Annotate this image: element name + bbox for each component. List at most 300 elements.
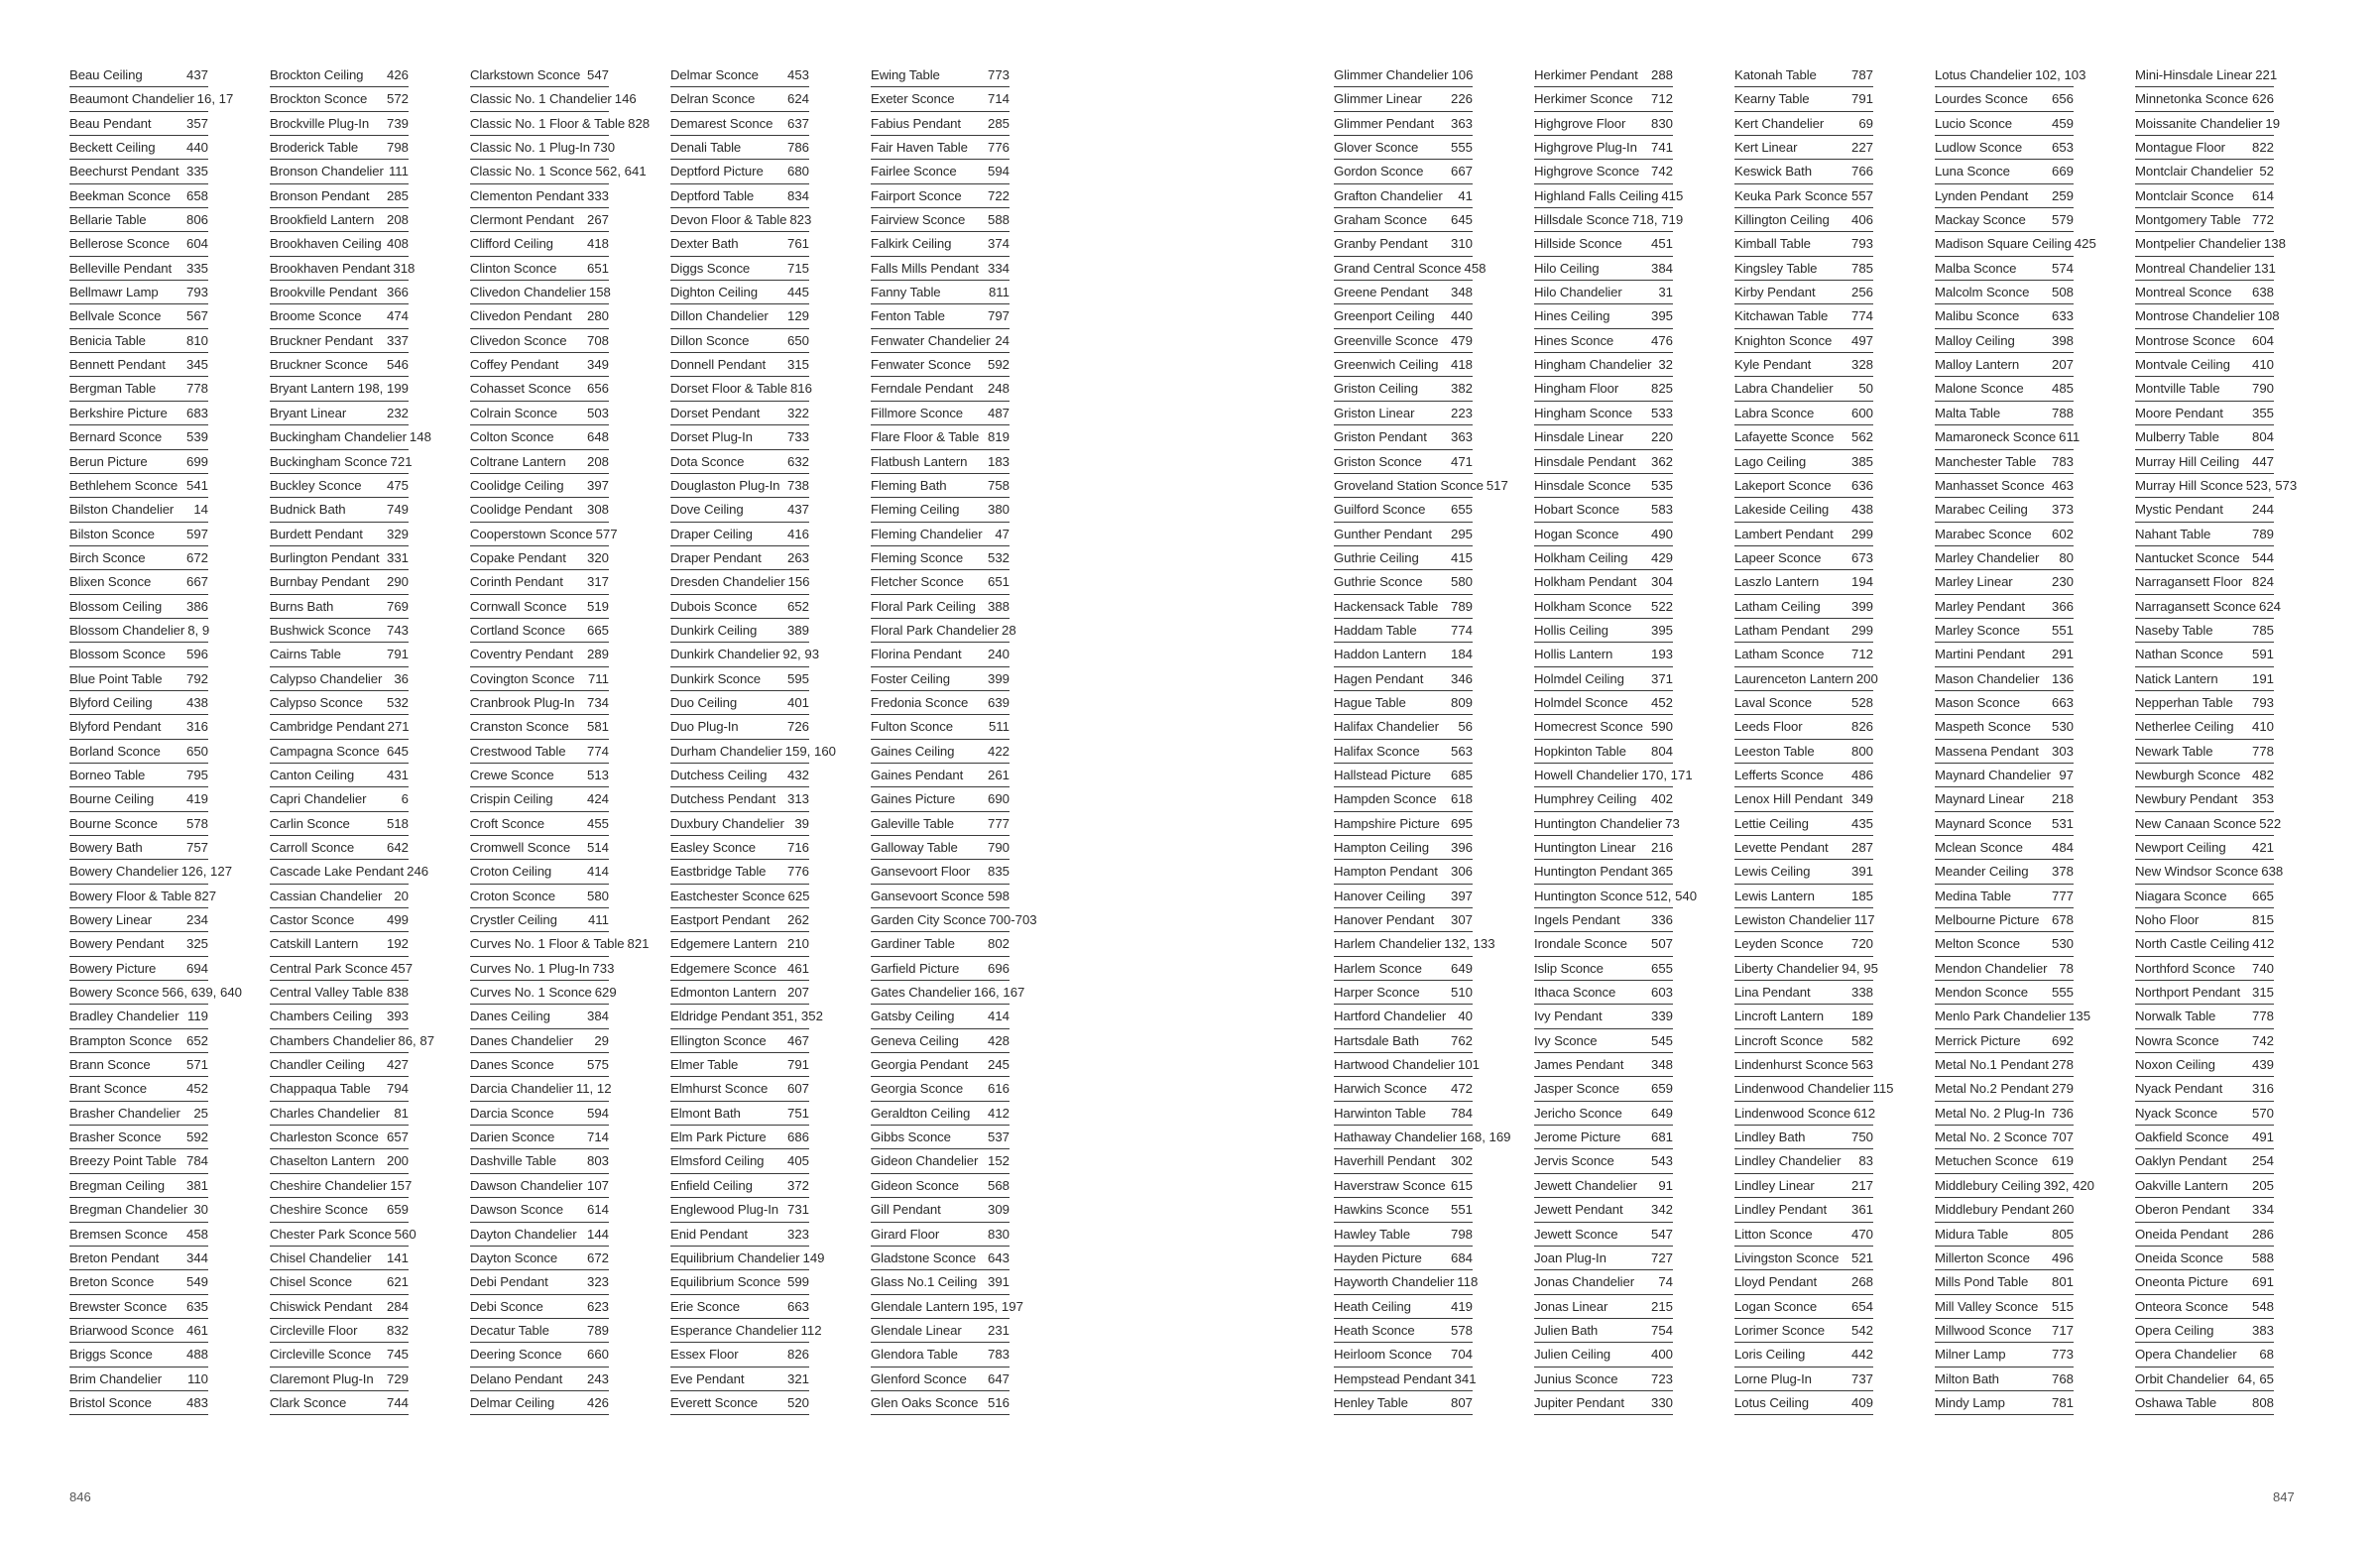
product-name: Birch Sconce xyxy=(69,549,146,565)
page-reference: 652 xyxy=(185,1032,208,1048)
product-name: Guthrie Sconce xyxy=(1334,574,1423,590)
product-name: Bergman Table xyxy=(69,381,157,397)
page-reference: 303 xyxy=(2051,743,2074,759)
product-name: Hampton Ceiling xyxy=(1334,840,1429,855)
page-reference: 750 xyxy=(1850,1130,1873,1145)
index-entry xyxy=(1334,257,1487,281)
page-reference: 29 xyxy=(594,1032,609,1048)
page-reference: 827 xyxy=(194,888,217,903)
product-name: Junius Sconce xyxy=(1534,1370,1618,1386)
index-entry xyxy=(69,1126,208,1149)
index-entry xyxy=(2135,1319,2274,1343)
index-entry xyxy=(2135,402,2274,425)
index-entry xyxy=(1935,932,2074,956)
index-entry xyxy=(69,932,208,956)
index-entry xyxy=(1935,281,2074,304)
product-name: Montreal Chandelier xyxy=(2135,260,2251,276)
page-reference: 426 xyxy=(586,1394,609,1410)
product-name: Griston Ceiling xyxy=(1334,381,1418,397)
index-entry xyxy=(1534,740,1673,764)
product-name: Hilo Ceiling xyxy=(1534,260,1600,276)
index-entry xyxy=(69,957,208,981)
page-reference: 337 xyxy=(386,332,409,348)
product-name: Holkham Ceiling xyxy=(1534,549,1628,565)
page-reference: 826 xyxy=(1850,719,1873,735)
product-name: Fleming Chandelier xyxy=(871,526,983,541)
page-reference: 804 xyxy=(2251,429,2274,445)
index-entry xyxy=(1334,1198,1473,1222)
index-entry xyxy=(2135,1247,2274,1270)
page-reference: 148 xyxy=(409,429,431,445)
product-name: Huntington Linear xyxy=(1534,840,1636,855)
index-entry xyxy=(2135,184,2274,208)
product-name: Demarest Sconce xyxy=(670,115,774,131)
index-entry xyxy=(470,595,609,619)
page-reference: 663 xyxy=(786,1298,809,1314)
page-reference: 227 xyxy=(1850,140,1873,156)
page-reference: 166, 167 xyxy=(974,985,1025,1001)
product-name: Lambert Pendant xyxy=(1734,526,1834,541)
index-entry xyxy=(871,63,1010,87)
page-reference: 798 xyxy=(1450,1226,1473,1242)
product-name: Carroll Sconce xyxy=(270,840,355,855)
index-entry xyxy=(871,1319,1010,1343)
page-reference: 792 xyxy=(185,670,208,686)
page-reference: 600 xyxy=(1850,405,1873,420)
product-name: Maynard Sconce xyxy=(1935,815,2032,831)
product-name: Leeston Table xyxy=(1734,743,1815,759)
product-name: Ewing Table xyxy=(871,67,940,82)
index-entry xyxy=(69,1198,208,1222)
page-reference: 654 xyxy=(1850,1298,1873,1314)
product-name: Dunkirk Chandelier xyxy=(670,647,780,662)
index-entry xyxy=(1334,812,1473,836)
page-reference: 91 xyxy=(1658,1177,1673,1193)
product-name: Eastport Pendant xyxy=(670,912,771,928)
page-reference: 619 xyxy=(2051,1153,2074,1169)
product-name: Flatbush Lantern xyxy=(871,453,968,469)
index-entry xyxy=(69,860,233,884)
page-reference: 794 xyxy=(386,1081,409,1097)
page-reference: 694 xyxy=(185,960,208,976)
product-name: Dillon Sconce xyxy=(670,332,750,348)
page-reference: 801 xyxy=(2051,1274,2074,1290)
page-reference: 232 xyxy=(386,405,409,420)
product-name: Jewett Pendant xyxy=(1534,1202,1623,1218)
product-name: Labra Chandelier xyxy=(1734,381,1834,397)
page-reference: 168, 169 xyxy=(1460,1130,1511,1145)
index-entry xyxy=(2135,1126,2274,1149)
index-entry xyxy=(1534,1319,1673,1343)
page-reference: 421 xyxy=(2251,840,2274,855)
index-entry xyxy=(1935,523,2074,546)
index-entry xyxy=(2135,570,2274,594)
index-entry xyxy=(1534,836,1673,860)
index-entry xyxy=(1334,764,1473,787)
page-reference: 226 xyxy=(1450,91,1473,107)
product-name: Glass No.1 Ceiling xyxy=(871,1274,978,1290)
page-reference: 788 xyxy=(2051,405,2074,420)
page-reference: 217 xyxy=(1850,1177,1873,1193)
index-entry xyxy=(1734,691,1873,715)
page-reference: 537 xyxy=(987,1130,1010,1145)
product-name: Grand Central Sconce xyxy=(1334,260,1462,276)
index-entry xyxy=(871,643,1010,666)
page-reference: 548 xyxy=(2251,1298,2274,1314)
product-name: Chisel Sconce xyxy=(270,1274,352,1290)
index-entry xyxy=(470,450,609,474)
page-reference: 691 xyxy=(2251,1274,2274,1290)
index-entry xyxy=(270,957,414,981)
index-entry xyxy=(1734,1343,1873,1367)
product-name: Beechurst Pendant xyxy=(69,164,179,179)
page-reference: 32 xyxy=(1658,357,1673,373)
page-reference: 102, 103 xyxy=(2035,67,2086,82)
left-page xyxy=(69,63,1061,1482)
product-name: Cohasset Sconce xyxy=(470,381,571,397)
product-name: Hollis Lantern xyxy=(1534,647,1613,662)
index-entry xyxy=(2135,1174,2274,1198)
page-reference: 308 xyxy=(586,502,609,518)
product-name: Oberon Pendant xyxy=(2135,1202,2230,1218)
product-name: Gates Chandelier xyxy=(871,985,972,1001)
product-name: Hawley Table xyxy=(1334,1226,1410,1242)
product-name: Brampton Sconce xyxy=(69,1032,173,1048)
page-reference: 474 xyxy=(386,308,409,324)
index-entry xyxy=(1734,87,1873,111)
product-name: Nepperhan Table xyxy=(2135,694,2233,710)
index-entry xyxy=(1935,1319,2074,1343)
page-reference: 783 xyxy=(2051,453,2074,469)
product-name: Narragansett Floor xyxy=(2135,574,2243,590)
page-reference: 149 xyxy=(802,1249,825,1265)
product-name: Fabius Pendant xyxy=(871,115,961,131)
product-name: Briarwood Sconce xyxy=(69,1322,175,1338)
page-reference: 650 xyxy=(185,743,208,759)
product-name: Griston Sconce xyxy=(1334,453,1422,469)
product-name: Lotus Ceiling xyxy=(1734,1394,1809,1410)
index-entry xyxy=(470,1343,609,1367)
product-name: Central Valley Table xyxy=(270,985,384,1001)
page-reference: 445 xyxy=(786,285,809,300)
product-name: Howell Chandelier xyxy=(1534,767,1639,782)
product-name: Calypso Chandelier xyxy=(270,670,383,686)
product-name: Glendale Linear xyxy=(871,1322,962,1338)
product-name: Breton Sconce xyxy=(69,1274,155,1290)
index-entry xyxy=(2135,450,2274,474)
page-reference: 302 xyxy=(1450,1153,1473,1169)
product-name: Manchester Table xyxy=(1935,453,2037,469)
product-name: Maspeth Sconce xyxy=(1935,719,2031,735)
index-entry xyxy=(1935,498,2074,522)
index-entry xyxy=(69,812,208,836)
index-entry xyxy=(670,667,809,691)
page-reference: 475 xyxy=(386,477,409,493)
product-name: Delmar Sconce xyxy=(670,67,759,82)
page-reference: 769 xyxy=(386,598,409,614)
page-reference: 363 xyxy=(1450,115,1473,131)
product-name: Mamaroneck Sconce xyxy=(1935,429,2057,445)
index-entry xyxy=(1734,715,1873,739)
product-name: Montrose Sconce xyxy=(2135,332,2236,348)
product-name: Burlington Pendant xyxy=(270,549,380,565)
index-entry xyxy=(1534,1247,1673,1270)
index-entry xyxy=(2135,353,2274,377)
page-reference: 230 xyxy=(2051,574,2074,590)
index-entry xyxy=(2135,908,2274,932)
product-name: Opera Chandelier xyxy=(2135,1347,2237,1363)
page-reference: 607 xyxy=(786,1081,809,1097)
product-name: Hackensack Table xyxy=(1334,598,1439,614)
index-entry xyxy=(1534,329,1673,353)
product-name: Bowery Bath xyxy=(69,840,143,855)
index-entry xyxy=(270,136,409,160)
product-name: Colrain Sconce xyxy=(470,405,558,420)
page-reference: 457 xyxy=(391,960,414,976)
product-name: Millerton Sconce xyxy=(1935,1249,2030,1265)
page-reference: 440 xyxy=(1450,308,1473,324)
index-entry xyxy=(2135,1223,2274,1247)
index-entry xyxy=(1935,643,2074,666)
product-name: Galeville Table xyxy=(871,815,955,831)
index-entry xyxy=(670,1005,823,1028)
page-reference: 547 xyxy=(586,67,609,82)
index-entry xyxy=(1334,450,1473,474)
index-entry xyxy=(270,932,409,956)
product-name: Leyden Sconce xyxy=(1734,936,1824,952)
page-reference: 568 xyxy=(987,1177,1010,1193)
page-reference: 271 xyxy=(387,719,410,735)
index-entry xyxy=(1734,570,1873,594)
product-name: North Castle Ceiling xyxy=(2135,936,2250,952)
page-reference: 476 xyxy=(1650,332,1673,348)
index-entry xyxy=(1734,112,1873,136)
product-name: Cornwall Sconce xyxy=(470,598,567,614)
product-name: Guthrie Ceiling xyxy=(1334,549,1419,565)
index-entry xyxy=(1935,860,2074,884)
product-name: Buckingham Sconce xyxy=(270,453,388,469)
index-entry xyxy=(1534,450,1673,474)
page-reference: 20 xyxy=(394,888,409,903)
product-name: Cheshire Sconce xyxy=(270,1202,368,1218)
index-entry xyxy=(1935,87,2074,111)
product-name: Gideon Chandelier xyxy=(871,1153,979,1169)
page-reference: 83 xyxy=(1858,1153,1873,1169)
product-name: Clark Sconce xyxy=(270,1394,347,1410)
product-name: Circleville Sconce xyxy=(270,1347,372,1363)
product-name: Glendale Lantern xyxy=(871,1298,970,1314)
index-entry xyxy=(1534,425,1673,449)
page-reference: 834 xyxy=(786,187,809,203)
index-entry xyxy=(270,304,409,328)
index-entry xyxy=(1935,1029,2074,1053)
page-reference: 727 xyxy=(1650,1249,1673,1265)
product-name: Dota Sconce xyxy=(670,453,745,469)
page-reference: 700-703 xyxy=(989,912,1037,928)
product-name: Hague Table xyxy=(1334,694,1406,710)
index-entry xyxy=(2135,1029,2274,1053)
page-reference: 734 xyxy=(586,694,609,710)
page-reference: 50 xyxy=(1858,381,1873,397)
index-entry xyxy=(470,643,609,666)
index-entry xyxy=(2135,523,2274,546)
page-reference: 598 xyxy=(987,888,1010,903)
product-name: Bellarie Table xyxy=(69,212,147,228)
product-name: Malloy Ceiling xyxy=(1935,332,2015,348)
product-name: Heirloom Sconce xyxy=(1334,1347,1432,1363)
page-reference: 592 xyxy=(987,357,1010,373)
page-reference: 657 xyxy=(386,1130,409,1145)
product-name: Kirby Pendant xyxy=(1734,285,1816,300)
index-entry xyxy=(69,546,208,570)
page-reference: 815 xyxy=(2251,912,2274,928)
index-entry xyxy=(2135,1295,2274,1319)
index-entry xyxy=(1534,932,1673,956)
page-reference: 778 xyxy=(2251,1009,2274,1024)
product-name: Benicia Table xyxy=(69,332,146,348)
page-reference: 419 xyxy=(1450,1298,1473,1314)
product-name: Nantucket Sconce xyxy=(2135,549,2240,565)
index-entry xyxy=(69,740,208,764)
product-name: Netherlee Ceiling xyxy=(2135,719,2234,735)
index-entry xyxy=(270,1053,409,1077)
page-reference: 81 xyxy=(394,1105,409,1121)
index-entry xyxy=(670,402,809,425)
index-entry xyxy=(1734,860,1873,884)
index-entry xyxy=(670,63,809,87)
product-name: Milton Bath xyxy=(1935,1370,1999,1386)
product-name: Erie Sconce xyxy=(670,1298,741,1314)
product-name: Haverhill Pendant xyxy=(1334,1153,1436,1169)
index-entry xyxy=(670,570,809,594)
index-entry xyxy=(470,715,609,739)
index-entry xyxy=(470,353,609,377)
product-name: Hanover Ceiling xyxy=(1334,888,1426,903)
page-reference: 316 xyxy=(2251,1081,2274,1097)
page-reference: 655 xyxy=(1450,502,1473,518)
page-reference: 789 xyxy=(2251,526,2274,541)
product-name: Mindy Lamp xyxy=(1935,1394,2005,1410)
product-name: Croton Ceiling xyxy=(470,864,552,880)
page-reference: 409 xyxy=(1850,1394,1873,1410)
page-reference: 262 xyxy=(786,912,809,928)
page-reference: 248 xyxy=(987,381,1010,397)
index-entry xyxy=(270,523,409,546)
index-entry xyxy=(1534,1198,1673,1222)
page-reference: 581 xyxy=(586,719,609,735)
product-name: Moore Pendant xyxy=(2135,405,2223,420)
index-entry xyxy=(2135,304,2280,328)
product-name: Brasher Sconce xyxy=(69,1130,162,1145)
product-name: Hingham Chandelier xyxy=(1534,357,1652,373)
product-name: Malta Table xyxy=(1935,405,2001,420)
index-entry xyxy=(670,1198,809,1222)
index-entry xyxy=(1734,957,1878,981)
page-reference: 463 xyxy=(2051,477,2074,493)
index-entry xyxy=(2135,715,2274,739)
product-name: Livingston Sconce xyxy=(1734,1249,1840,1265)
page-reference: 159, 160 xyxy=(784,743,836,759)
page-reference: 452 xyxy=(1650,694,1673,710)
page-reference: 648 xyxy=(586,429,609,445)
index-entry xyxy=(2135,1391,2274,1415)
product-name: Hilo Chandelier xyxy=(1534,285,1622,300)
index-entry xyxy=(1935,1343,2074,1367)
page-reference: 637 xyxy=(786,115,809,131)
product-name: Bourne Sconce xyxy=(69,815,158,831)
product-name: Lourdes Sconce xyxy=(1935,91,2028,107)
page-reference: 287 xyxy=(1850,840,1873,855)
index-entry xyxy=(1534,957,1673,981)
product-name: Beaumont Chandelier xyxy=(69,91,194,107)
page-reference: 412 xyxy=(2252,936,2275,952)
product-name: Cassian Chandelier xyxy=(270,888,383,903)
index-entry xyxy=(1734,1029,1873,1053)
page-reference: 645 xyxy=(1450,212,1473,228)
product-name: Ivy Pendant xyxy=(1534,1009,1603,1024)
page-reference: 399 xyxy=(987,670,1010,686)
product-name: Jonas Chandelier xyxy=(1534,1274,1635,1290)
product-name: Gaines Pendant xyxy=(871,767,964,782)
index-entry xyxy=(69,1029,208,1053)
product-name: Hingham Floor xyxy=(1534,381,1619,397)
index-entry xyxy=(670,329,809,353)
index-entry xyxy=(1334,377,1473,401)
page-reference: 438 xyxy=(1850,502,1873,518)
page-reference: 366 xyxy=(386,285,409,300)
index-entry xyxy=(670,932,809,956)
index-entry xyxy=(1534,402,1673,425)
page-reference: 221 xyxy=(2255,67,2278,82)
page-reference: 288 xyxy=(1650,67,1673,82)
index-entry xyxy=(1534,546,1673,570)
product-name: Logan Sconce xyxy=(1734,1298,1818,1314)
index-entry xyxy=(1334,667,1473,691)
page-reference: 751 xyxy=(786,1105,809,1121)
index-entry xyxy=(1734,281,1873,304)
product-name: Glen Oaks Sconce xyxy=(871,1394,979,1410)
page-reference: 346 xyxy=(1450,670,1473,686)
page-reference: 828 xyxy=(628,115,651,131)
page-reference: 531 xyxy=(2051,815,2074,831)
index-entry xyxy=(1534,184,1684,208)
index-entry xyxy=(871,1053,1010,1077)
product-name: Edmonton Lantern xyxy=(670,985,776,1001)
index-entry xyxy=(1935,546,2074,570)
page-reference: 789 xyxy=(586,1322,609,1338)
product-name: Bruckner Sconce xyxy=(270,357,368,373)
page-reference: 315 xyxy=(2251,985,2274,1001)
index-entry xyxy=(1534,812,1680,836)
product-name: Oneonta Picture xyxy=(2135,1274,2228,1290)
index-entry xyxy=(1334,329,1473,353)
page-reference: 31 xyxy=(1658,285,1673,300)
index-entry xyxy=(2135,1077,2274,1101)
index-entry xyxy=(470,570,609,594)
page-reference: 363 xyxy=(1450,429,1473,445)
product-name: Geneva Ceiling xyxy=(871,1032,959,1048)
product-name: Cooperstown Sconce xyxy=(470,526,593,541)
index-entry xyxy=(270,1319,409,1343)
product-name: Hayden Picture xyxy=(1334,1249,1422,1265)
index-entry xyxy=(670,1149,809,1173)
index-entry xyxy=(871,1149,1010,1173)
product-name: Martini Pendant xyxy=(1935,647,2025,662)
product-name: Oshawa Table xyxy=(2135,1394,2217,1410)
index-entry xyxy=(470,787,609,811)
page-reference: 659 xyxy=(386,1202,409,1218)
index-entry xyxy=(1935,1174,2095,1198)
